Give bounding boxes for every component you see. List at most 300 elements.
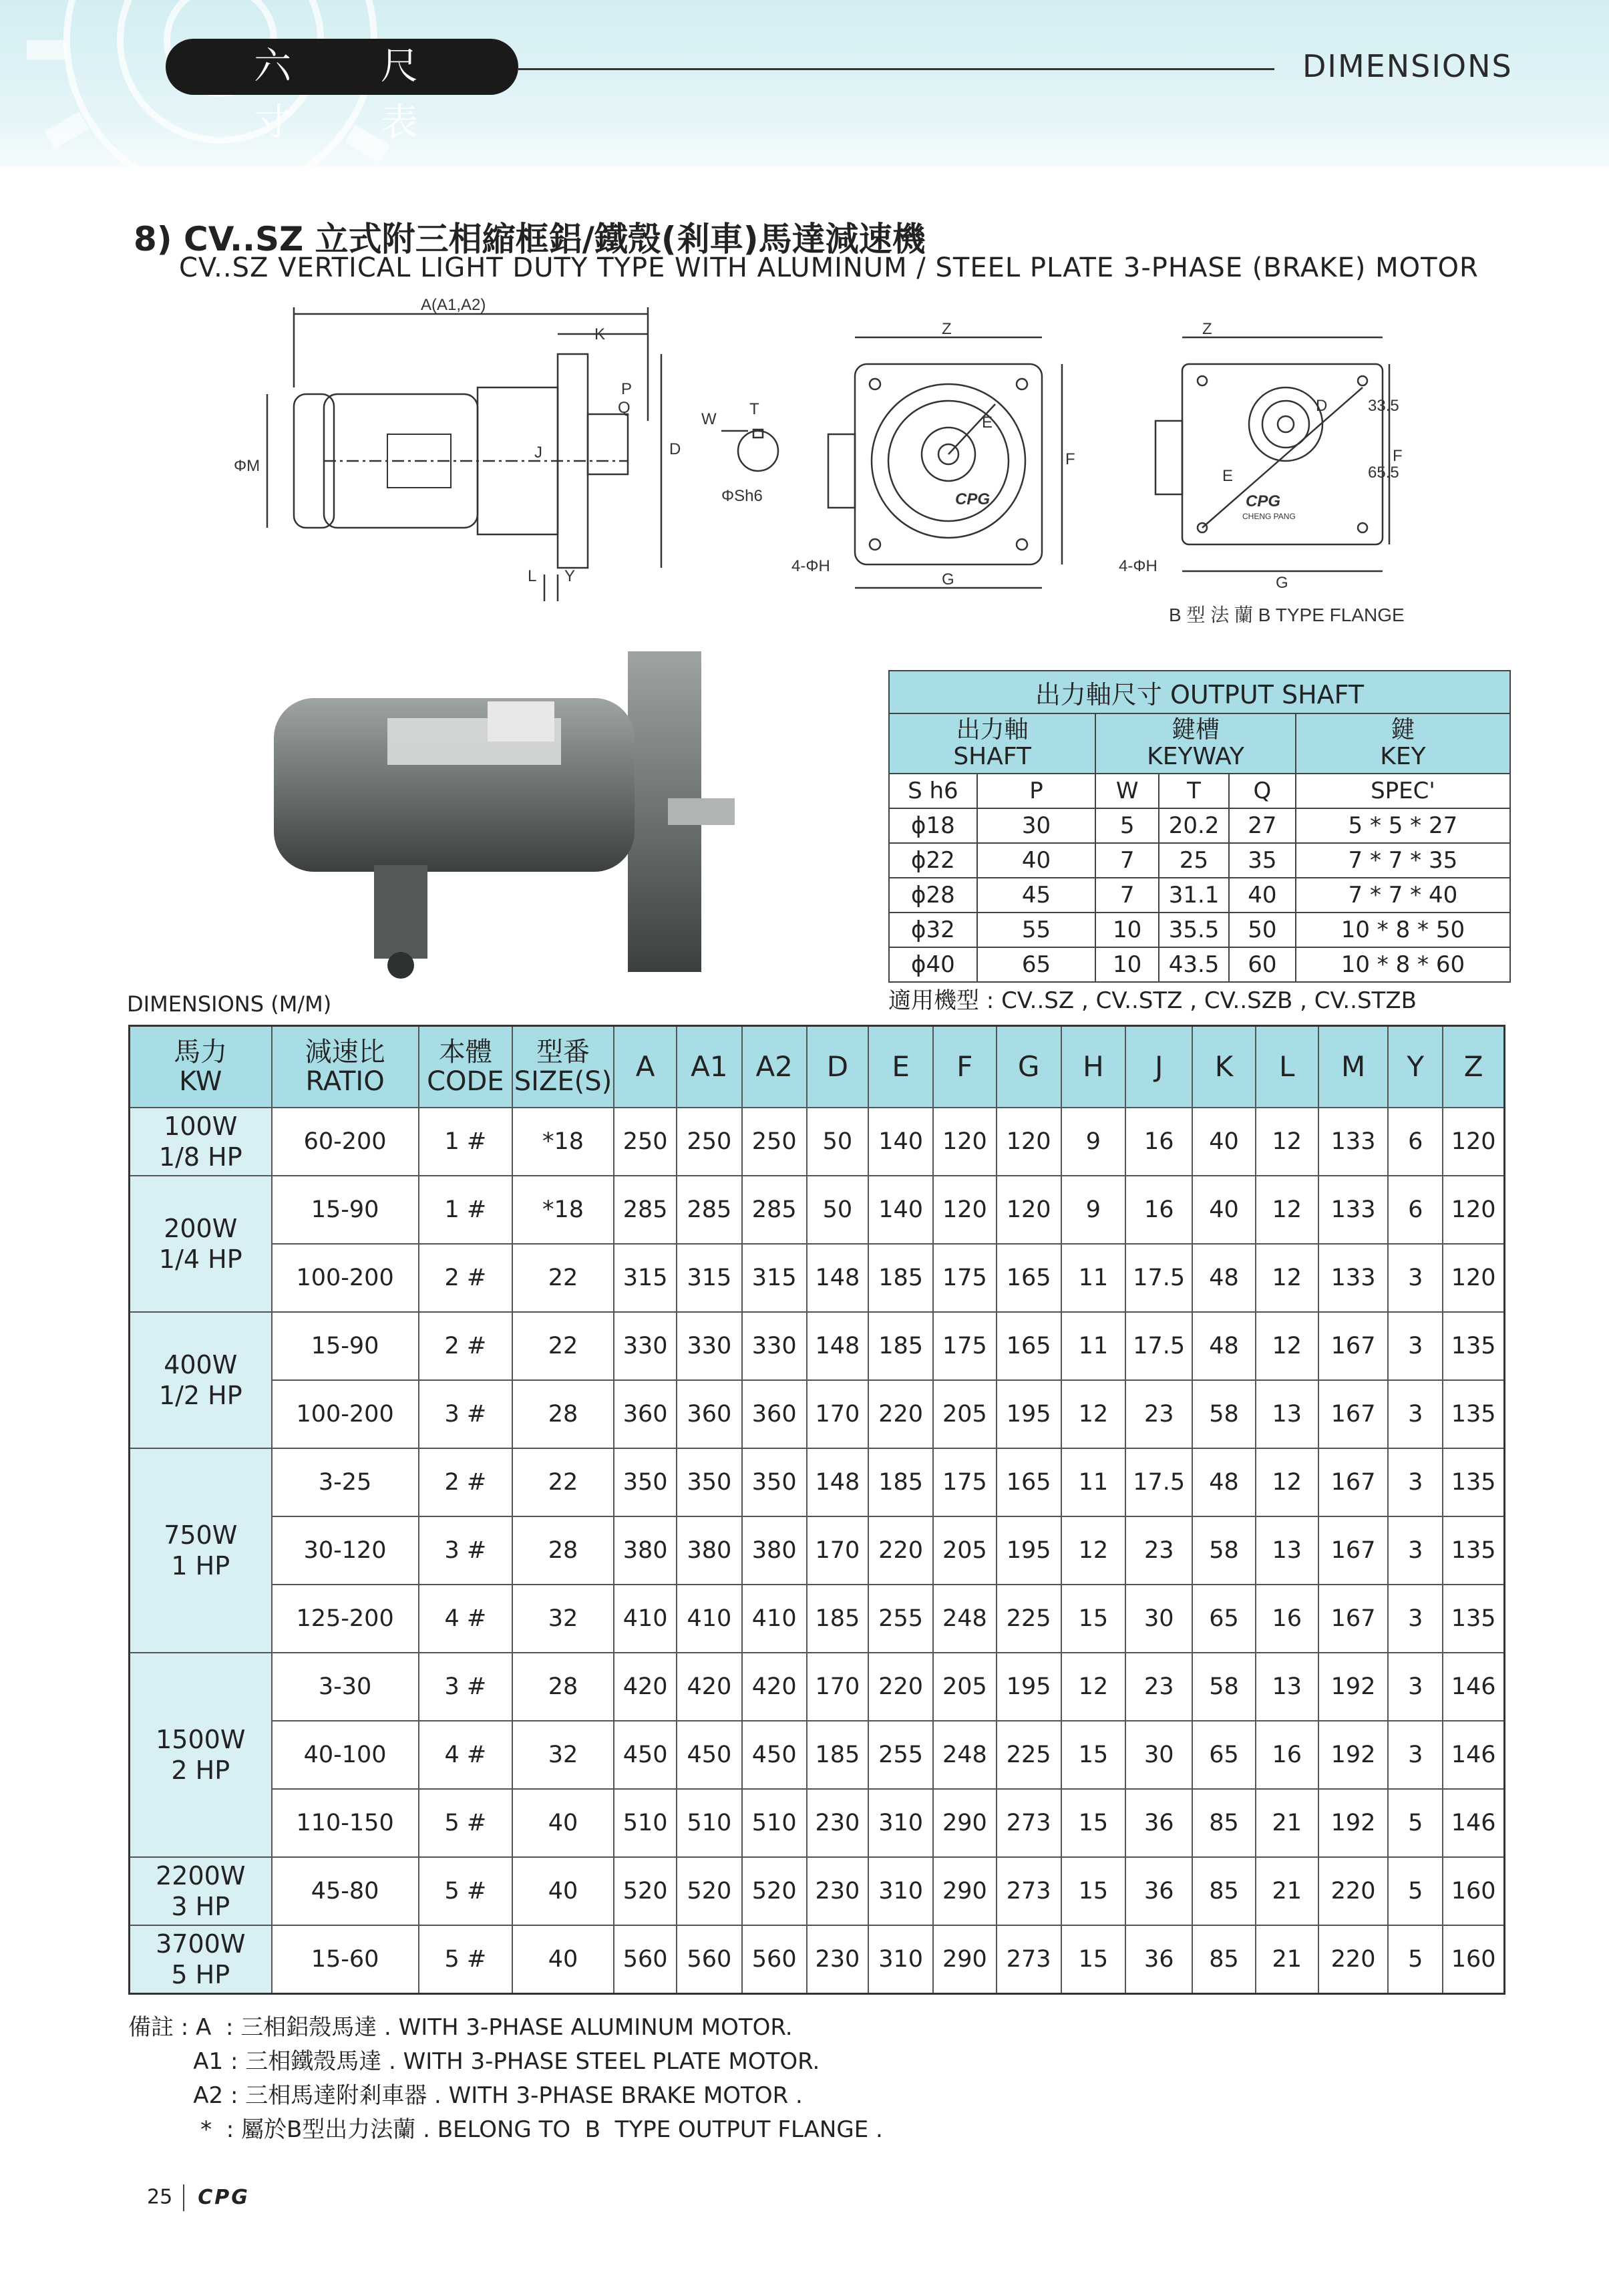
dimension-cell: 255: [868, 1585, 933, 1653]
dimension-cell: 36: [1125, 1925, 1192, 1994]
dimension-cell: 310: [868, 1857, 933, 1925]
code-cell: 4 #: [419, 1721, 512, 1789]
dimension-cell: 12: [1256, 1312, 1318, 1380]
dimension-cell: 510: [677, 1789, 741, 1857]
col-header-k: K: [1192, 1026, 1255, 1108]
dimension-cell: 205: [933, 1380, 996, 1448]
dimension-cell: 248: [933, 1721, 996, 1789]
dimension-cell: 133: [1318, 1244, 1388, 1312]
shaft-cell: 10 * 8 * 60: [1296, 947, 1510, 982]
dimension-cell: 48: [1192, 1312, 1255, 1380]
dimension-cell: 360: [614, 1380, 677, 1448]
dimension-cell: 520: [614, 1857, 677, 1925]
dimension-cell: 13: [1256, 1516, 1318, 1585]
code-cell: 3 #: [419, 1516, 512, 1585]
ratio-header-en: RATIO: [305, 1066, 385, 1097]
dimension-cell: 350: [614, 1448, 677, 1516]
dimension-cell: 290: [933, 1789, 996, 1857]
hp-value: 5 HP: [171, 1960, 230, 1989]
dimension-cell: 230: [807, 1925, 868, 1994]
b-dim-g-label: G: [1276, 574, 1288, 592]
col-header-e: E: [868, 1026, 933, 1108]
shaft-cell: 10: [1095, 913, 1159, 947]
col-header-j: J: [1125, 1026, 1192, 1108]
size-cell: 28: [512, 1516, 614, 1585]
size-cell: 32: [512, 1585, 614, 1653]
dimension-cell: 450: [742, 1721, 807, 1789]
dimension-cell: 220: [1318, 1857, 1388, 1925]
note-line: A2 : 三相馬達附剎車器 . WITH 3-PHASE BRAKE MOTOR .: [128, 2082, 803, 2109]
table-row: [130, 1857, 1505, 1925]
code-cell: 5 #: [419, 1789, 512, 1857]
dimension-cell: 85: [1192, 1857, 1255, 1925]
col-header-m: M: [1318, 1026, 1388, 1108]
dimension-cell: 273: [997, 1857, 1061, 1925]
dimension-cell: 148: [807, 1244, 868, 1312]
dimension-cell: 16: [1256, 1721, 1318, 1789]
section-title-cn: 8) CV..SZ 立式附三相縮框鋁/鐵殼(剎車)馬達減速機: [134, 220, 926, 259]
shaft-cell: 7: [1095, 878, 1159, 913]
dimension-cell: 15: [1061, 1721, 1125, 1789]
dimension-cell: 450: [614, 1721, 677, 1789]
dimension-cell: 12: [1256, 1176, 1318, 1244]
kw-header-en: KW: [179, 1066, 222, 1097]
shaft-subheader-cell: Q: [1229, 774, 1296, 808]
dimension-cell: 21: [1256, 1925, 1318, 1994]
ratio-cell: 15-90: [272, 1312, 419, 1380]
col-header-a1: A1: [677, 1026, 741, 1108]
dim-p-label: P: [621, 380, 633, 398]
dimension-cell: 48: [1192, 1244, 1255, 1312]
code-cell: 2 #: [419, 1312, 512, 1380]
shaft-subheader-cell: SPEC': [1296, 774, 1510, 808]
dimension-cell: 50: [807, 1108, 868, 1176]
size-cell: 40: [512, 1789, 614, 1857]
shaft-cell: 40: [977, 843, 1096, 878]
size-cell: 32: [512, 1721, 614, 1789]
dimension-cell: 135: [1443, 1448, 1504, 1516]
dimension-cell: 23: [1125, 1653, 1192, 1721]
dimension-cell: 12: [1256, 1244, 1318, 1312]
ratio-header: [272, 1026, 419, 1108]
dimension-cell: 16: [1256, 1585, 1318, 1653]
dim-f-label: F: [1065, 450, 1075, 468]
dimension-cell: 225: [997, 1721, 1061, 1789]
dimension-cell: 192: [1318, 1721, 1388, 1789]
ratio-cell: 3-30: [272, 1653, 419, 1721]
dimension-cell: 36: [1125, 1789, 1192, 1857]
dimension-cell: 120: [997, 1176, 1061, 1244]
dimension-cell: 12: [1256, 1448, 1318, 1516]
dimension-cell: 120: [933, 1176, 996, 1244]
ratio-cell: 110-150: [272, 1789, 419, 1857]
dim-e-label: E: [982, 414, 993, 432]
dimension-cell: 205: [933, 1516, 996, 1585]
dimension-cell: 6: [1388, 1108, 1443, 1176]
dimension-cell: 195: [997, 1653, 1061, 1721]
dimension-cell: 11: [1061, 1448, 1125, 1516]
code-header-cn: 本體: [438, 1037, 492, 1068]
shaft-cell: 7 * 7 * 35: [1296, 843, 1510, 878]
dimension-cell: 420: [614, 1653, 677, 1721]
dim-g-label: G: [942, 570, 954, 589]
dimension-cell: 17.5: [1125, 1448, 1192, 1516]
dimension-cell: 420: [742, 1653, 807, 1721]
shaft-subheader-cell: T: [1159, 774, 1229, 808]
dimension-cell: 120: [1443, 1176, 1504, 1244]
shaft-subheader-cell: P: [977, 774, 1096, 808]
table-row: [130, 1108, 1505, 1176]
note-line: A1 : 三相鐵殼馬達 . WITH 3-PHASE STEEL PLATE MOTOR.: [128, 2048, 820, 2075]
section-title-en: CV..SZ VERTICAL LIGHT DUTY TYPE WITH ALUMINUM / STEEL PLATE 3-PHASE (BRAKE) MOTOR: [179, 253, 1479, 283]
dimension-cell: 48: [1192, 1448, 1255, 1516]
hp-value: 1/2 HP: [158, 1381, 242, 1410]
shaft-cell: 30: [977, 808, 1096, 843]
dimension-cell: 3: [1388, 1312, 1443, 1380]
dimension-cell: 380: [742, 1516, 807, 1585]
dim-4h-label: 4-ΦH: [791, 557, 830, 575]
dimension-cell: 315: [677, 1244, 741, 1312]
shaft-cell: 60: [1229, 947, 1296, 982]
dimension-cell: 9: [1061, 1108, 1125, 1176]
dimension-cell: 510: [742, 1789, 807, 1857]
shaft-cell: 27: [1229, 808, 1296, 843]
shaft-cell: ϕ40: [889, 947, 977, 982]
dimension-cell: 120: [1443, 1244, 1504, 1312]
dimension-cell: 420: [677, 1653, 741, 1721]
ratio-cell: 100-200: [272, 1244, 419, 1312]
hp-value: 2 HP: [171, 1756, 230, 1785]
dimension-cell: 560: [677, 1925, 741, 1994]
dim-t-label: T: [749, 400, 759, 418]
shaft-cell: 10 * 8 * 50: [1296, 913, 1510, 947]
drawing-logo: CPG: [955, 490, 991, 508]
shaft-cell: 20.2: [1159, 808, 1229, 843]
size-cell: 22: [512, 1448, 614, 1516]
dimension-cell: 380: [677, 1516, 741, 1585]
code-cell: 3 #: [419, 1380, 512, 1448]
dimension-cell: 192: [1318, 1789, 1388, 1857]
key-group-cn: 鍵: [1391, 716, 1415, 744]
dimensions-unit-label: DIMENSIONS (M/M): [127, 991, 332, 1017]
dim-65-5-label: 65.5: [1368, 464, 1399, 482]
dimension-cell: 12: [1061, 1516, 1125, 1585]
shaft-row: [889, 808, 1510, 843]
dimension-cell: 85: [1192, 1789, 1255, 1857]
size-cell: 28: [512, 1653, 614, 1721]
dimension-cell: 15: [1061, 1789, 1125, 1857]
dimension-cell: 16: [1125, 1176, 1192, 1244]
dimension-cell: 175: [933, 1244, 996, 1312]
dimension-cell: 250: [742, 1108, 807, 1176]
dimension-cell: 230: [807, 1789, 868, 1857]
col-header-a: A: [614, 1026, 677, 1108]
dim-33-5-label: 33.5: [1368, 397, 1399, 415]
dimension-cell: 65: [1192, 1585, 1255, 1653]
shaft-cell: ϕ22: [889, 843, 977, 878]
dimension-cell: 40: [1192, 1176, 1255, 1244]
col-header-d: D: [807, 1026, 868, 1108]
b-drawing-logo-sub: CHENG PANG: [1242, 512, 1296, 521]
dim-k-label: K: [594, 325, 606, 343]
col-header-l: L: [1256, 1026, 1318, 1108]
shaft-subheader-row: [889, 774, 1510, 808]
dimension-cell: 146: [1443, 1789, 1504, 1857]
code-cell: 2 #: [419, 1448, 512, 1516]
dimension-cell: 3: [1388, 1448, 1443, 1516]
code-cell: 3 #: [419, 1653, 512, 1721]
footer-logo: CPG: [198, 2185, 250, 2209]
kw-header-cn: 馬力: [174, 1037, 228, 1068]
size-cell: 22: [512, 1244, 614, 1312]
col-header-a2: A2: [742, 1026, 807, 1108]
dim-j-label: J: [534, 444, 542, 462]
note-line: * : 屬於B型出力法蘭 . BELONG TO B TYPE OUTPUT FLANGE .: [128, 2116, 883, 2143]
size-cell: 40: [512, 1925, 614, 1994]
dimension-cell: 5: [1388, 1789, 1443, 1857]
size-header-cn: 型番: [536, 1037, 590, 1068]
ratio-cell: 40-100: [272, 1721, 419, 1789]
page-number: 25: [147, 2185, 173, 2209]
b-drawing-logo: CPG: [1246, 492, 1281, 510]
shaft-row: [889, 947, 1510, 982]
dimension-cell: 5: [1388, 1925, 1443, 1994]
dimension-cell: 220: [868, 1653, 933, 1721]
table-row: [130, 1721, 1505, 1789]
dimension-cell: 185: [868, 1244, 933, 1312]
dimension-cell: 560: [742, 1925, 807, 1994]
dimension-cell: 17.5: [1125, 1312, 1192, 1380]
dimension-cell: 380: [614, 1516, 677, 1585]
kw-cell: [130, 1176, 272, 1312]
code-cell: 4 #: [419, 1585, 512, 1653]
dimension-cell: 273: [997, 1789, 1061, 1857]
shaft-row: [889, 878, 1510, 913]
shaft-cell: 5: [1095, 808, 1159, 843]
dimension-cell: 30: [1125, 1721, 1192, 1789]
header-rule: [518, 68, 1274, 70]
dimension-cell: 170: [807, 1653, 868, 1721]
dimension-cell: 520: [677, 1857, 741, 1925]
kw-value: 1500W: [156, 1725, 246, 1754]
dimension-cell: 450: [677, 1721, 741, 1789]
dim-a-label: A(A1,A2): [421, 296, 486, 314]
b-dim-4h-label: 4-ΦH: [1119, 557, 1157, 575]
shaft-row: [889, 913, 1510, 947]
shaft-group-en: SHAFT: [953, 743, 1031, 770]
hp-value: 1/8 HP: [158, 1142, 242, 1172]
footer: [147, 2184, 250, 2211]
shaft-group-cn: 出力軸: [956, 716, 1029, 744]
dim-d-label: D: [669, 440, 681, 458]
dimension-cell: 133: [1318, 1176, 1388, 1244]
dimension-cell: 220: [868, 1516, 933, 1585]
table-row: [130, 1380, 1505, 1448]
dimension-cell: 58: [1192, 1380, 1255, 1448]
dimension-cell: 185: [868, 1312, 933, 1380]
dimension-cell: 146: [1443, 1721, 1504, 1789]
dimension-cell: 175: [933, 1312, 996, 1380]
dimension-cell: 140: [868, 1176, 933, 1244]
hp-value: 1/4 HP: [158, 1245, 242, 1274]
dimension-cell: 148: [807, 1448, 868, 1516]
shaft-cell: 40: [1229, 878, 1296, 913]
dimension-cell: 21: [1256, 1857, 1318, 1925]
dim-sh6-label: ΦSh6: [721, 487, 763, 505]
dimensions-table: [128, 1025, 1505, 1995]
shaft-cell: 25: [1159, 843, 1229, 878]
kw-cell: [130, 1857, 272, 1925]
hp-value: 3 HP: [171, 1892, 230, 1921]
chapter-label: 六 尺 寸 表: [166, 39, 518, 95]
hp-value: 1 HP: [171, 1551, 230, 1581]
table-row: [130, 1653, 1505, 1721]
shaft-cell: 65: [977, 947, 1096, 982]
shaft-cell: 5 * 5 * 27: [1296, 808, 1510, 843]
dimension-cell: 135: [1443, 1312, 1504, 1380]
dimension-cell: 146: [1443, 1653, 1504, 1721]
dimension-cell: 12: [1061, 1380, 1125, 1448]
size-cell: *18: [512, 1176, 614, 1244]
dimension-cell: 3: [1388, 1380, 1443, 1448]
dimension-cell: 290: [933, 1925, 996, 1994]
kw-value: 3700W: [156, 1929, 246, 1959]
keyway-group-en: KEYWAY: [1147, 743, 1244, 770]
ratio-cell: 60-200: [272, 1108, 419, 1176]
dim-z-label: Z: [942, 320, 952, 338]
dimension-cell: 3: [1388, 1721, 1443, 1789]
table-row: [130, 1925, 1505, 1994]
dimension-cell: 350: [742, 1448, 807, 1516]
dimension-cell: 120: [1443, 1108, 1504, 1176]
dimension-cell: 185: [807, 1721, 868, 1789]
dimension-cell: 12: [1256, 1108, 1318, 1176]
code-cell: 1 #: [419, 1176, 512, 1244]
dimension-cell: 30: [1125, 1585, 1192, 1653]
kw-value: 400W: [164, 1350, 238, 1379]
table-row: [130, 1312, 1505, 1380]
dimension-cell: 248: [933, 1585, 996, 1653]
code-cell: 1 #: [419, 1108, 512, 1176]
dimension-cell: 205: [933, 1653, 996, 1721]
shaft-cell: 43.5: [1159, 947, 1229, 982]
kw-cell: [130, 1312, 272, 1448]
section-label: DIMENSIONS: [1302, 48, 1513, 84]
dimension-cell: 15: [1061, 1585, 1125, 1653]
shaft-cell: 35: [1229, 843, 1296, 878]
code-header: [419, 1026, 512, 1108]
dimension-cell: 15: [1061, 1925, 1125, 1994]
ratio-cell: 45-80: [272, 1857, 419, 1925]
dimension-cell: 12: [1061, 1653, 1125, 1721]
dimension-drawings: [234, 294, 1456, 655]
kw-cell: [130, 1108, 272, 1176]
dimension-cell: 310: [868, 1925, 933, 1994]
dimension-cell: 170: [807, 1516, 868, 1585]
dimension-cell: 273: [997, 1925, 1061, 1994]
kw-value: 750W: [164, 1520, 238, 1550]
col-header-g: G: [997, 1026, 1061, 1108]
dim-l-label: L: [528, 567, 537, 585]
table-row: [130, 1244, 1505, 1312]
shaft-cell: 31.1: [1159, 878, 1229, 913]
dimension-cell: 65: [1192, 1721, 1255, 1789]
footer-divider: [183, 2184, 184, 2211]
dimension-cell: 3: [1388, 1516, 1443, 1585]
shaft-cell: 55: [977, 913, 1096, 947]
dimensions-header-row: [130, 1026, 1505, 1108]
dimension-cell: 58: [1192, 1516, 1255, 1585]
dimension-cell: 21: [1256, 1789, 1318, 1857]
dimension-cell: 16: [1125, 1108, 1192, 1176]
dimension-cell: 192: [1318, 1653, 1388, 1721]
dimension-cell: 58: [1192, 1653, 1255, 1721]
key-group-header: [1296, 713, 1510, 774]
shaft-cell: ϕ32: [889, 913, 977, 947]
dimension-cell: 167: [1318, 1448, 1388, 1516]
dimension-cell: 410: [742, 1585, 807, 1653]
dimension-cell: 11: [1061, 1244, 1125, 1312]
shaft-group-header: [889, 713, 1095, 774]
dimension-cell: 360: [742, 1380, 807, 1448]
dimension-cell: 520: [742, 1857, 807, 1925]
dimension-cell: 560: [614, 1925, 677, 1994]
shaft-cell: 7 * 7 * 40: [1296, 878, 1510, 913]
dimension-cell: 285: [742, 1176, 807, 1244]
dimension-cell: 167: [1318, 1516, 1388, 1585]
dimension-cell: 3: [1388, 1244, 1443, 1312]
shaft-cell: ϕ18: [889, 808, 977, 843]
dimension-cell: 167: [1318, 1585, 1388, 1653]
output-shaft-table: [888, 670, 1511, 983]
b-dim-z-label: Z: [1202, 320, 1212, 338]
dimension-cell: 11: [1061, 1312, 1125, 1380]
col-header-y: Y: [1388, 1026, 1443, 1108]
ratio-cell: 3-25: [272, 1448, 419, 1516]
shaft-cell: 7: [1095, 843, 1159, 878]
dimension-cell: 410: [677, 1585, 741, 1653]
dimension-cell: 220: [1318, 1925, 1388, 1994]
dimension-cell: 140: [868, 1108, 933, 1176]
table-row: [130, 1176, 1505, 1244]
dimension-cell: 225: [997, 1585, 1061, 1653]
ratio-cell: 125-200: [272, 1585, 419, 1653]
kw-cell: [130, 1925, 272, 1994]
dimension-cell: 13: [1256, 1653, 1318, 1721]
dimension-cell: 175: [933, 1448, 996, 1516]
ratio-cell: 15-60: [272, 1925, 419, 1994]
dimension-cell: 50: [807, 1176, 868, 1244]
shaft-row: [889, 843, 1510, 878]
dimension-cell: 170: [807, 1380, 868, 1448]
col-header-h: H: [1061, 1026, 1125, 1108]
dimension-cell: 195: [997, 1380, 1061, 1448]
dimension-cell: 160: [1443, 1925, 1504, 1994]
dimension-cell: 23: [1125, 1516, 1192, 1585]
size-header-en: SIZE(S): [514, 1066, 612, 1097]
size-header: [512, 1026, 614, 1108]
dimension-cell: 285: [614, 1176, 677, 1244]
kw-cell: [130, 1653, 272, 1857]
shaft-cell: ϕ28: [889, 878, 977, 913]
dimension-cell: 350: [677, 1448, 741, 1516]
dimension-cell: 160: [1443, 1857, 1504, 1925]
size-cell: 22: [512, 1312, 614, 1380]
shaft-subheader-cell: W: [1095, 774, 1159, 808]
dimension-cell: 310: [868, 1789, 933, 1857]
kw-header: [130, 1026, 272, 1108]
shaft-table-caption: 出力軸尺寸 OUTPUT SHAFT: [889, 671, 1510, 713]
